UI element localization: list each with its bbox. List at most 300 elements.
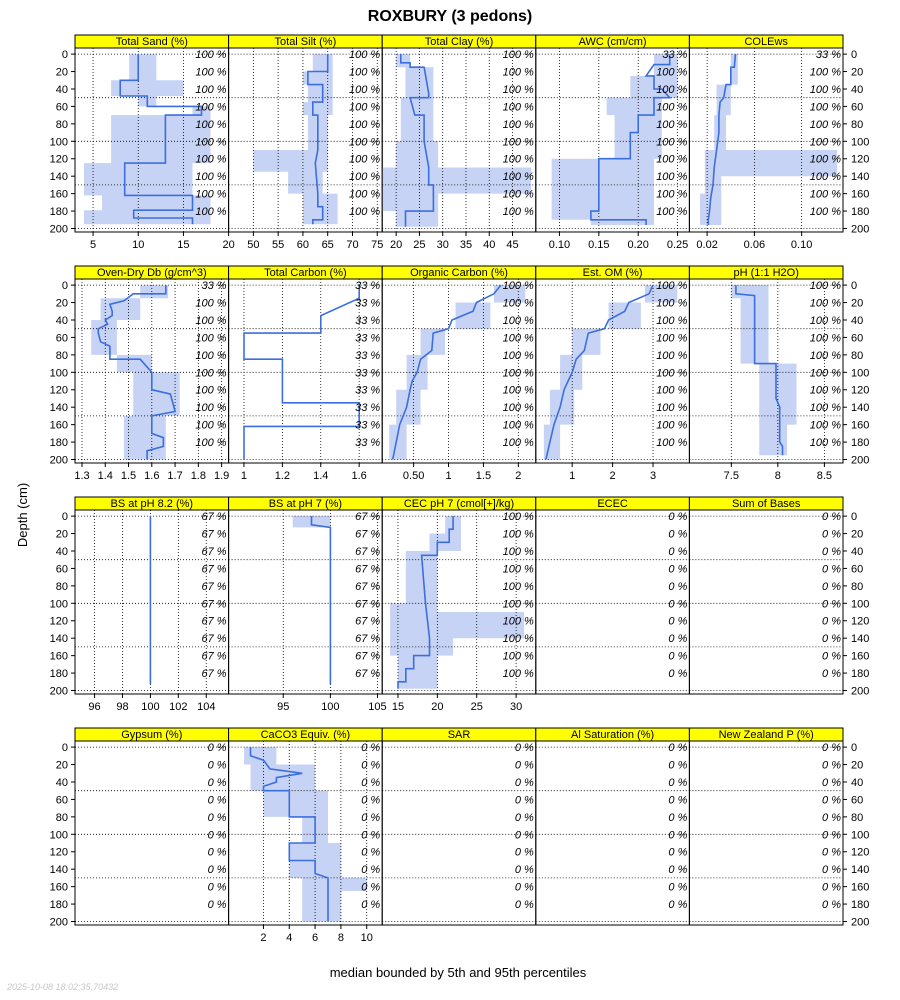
data-coverage-label: 0 % <box>514 846 534 859</box>
data-coverage-label: 100 % <box>348 206 381 219</box>
data-coverage-label: 0 % <box>668 794 688 807</box>
data-coverage-label: 100 % <box>809 118 841 131</box>
depth-tick-label-left: 180 <box>49 668 68 681</box>
depth-tick-label-left: 60 <box>55 101 68 114</box>
data-coverage-label: 0 % <box>822 864 841 877</box>
x-tick-label: 35 <box>459 239 473 251</box>
depth-tick-label-left: 120 <box>49 384 68 397</box>
data-coverage-label: 100 % <box>195 419 227 432</box>
data-coverage-label: 33 % <box>662 49 688 62</box>
data-coverage-label: 0 % <box>822 563 841 576</box>
data-coverage-label: 100 % <box>195 66 227 79</box>
data-coverage-label: 67 % <box>201 668 227 681</box>
x-tick-label: 40 <box>483 239 496 251</box>
depth-tick-label-left: 80 <box>55 118 68 131</box>
depth-tick-label-right: 200 <box>851 223 870 236</box>
data-coverage-label: 67 % <box>355 511 381 524</box>
depth-tick-label-left: 0 <box>61 742 68 755</box>
data-coverage-label: 67 % <box>201 563 227 576</box>
depth-tick-label-right: 180 <box>851 437 870 450</box>
data-coverage-label: 33 % <box>355 297 381 310</box>
x-axis-label: median bounded by 5th and 95th percentiles <box>329 965 587 980</box>
data-coverage-label: 33 % <box>355 402 381 415</box>
panel-title: Total Silt (%) <box>274 36 337 48</box>
data-coverage-label: 100 % <box>348 49 381 62</box>
panel-10 <box>75 497 229 713</box>
data-coverage-label: 67 % <box>201 511 227 524</box>
data-coverage-label: 100 % <box>195 349 227 362</box>
panel-title: CaCO3 Equiv. (%) <box>260 729 351 741</box>
data-coverage-label: 100 % <box>195 297 227 310</box>
depth-tick-label-right: 180 <box>851 668 870 681</box>
depth-tick-label-right: 0 <box>851 49 858 62</box>
data-coverage-label: 100 % <box>195 101 227 114</box>
data-coverage-label: 0 % <box>822 650 841 663</box>
panel-title: Organic Carbon (%) <box>410 267 508 279</box>
data-coverage-label: 100 % <box>809 367 841 380</box>
data-coverage-label: 0 % <box>514 742 534 755</box>
x-tick-label: 0.15 <box>588 239 610 251</box>
x-tick-label: 25 <box>413 239 426 251</box>
depth-tick-label-right: 180 <box>851 206 870 219</box>
data-coverage-label: 0 % <box>668 563 688 576</box>
depth-tick-label-left: 160 <box>49 650 68 663</box>
x-tick-label: 55 <box>272 239 285 251</box>
x-tick-label: 1.4 <box>97 470 113 482</box>
data-coverage-label: 0 % <box>668 776 688 789</box>
data-coverage-label: 100 % <box>502 580 534 593</box>
data-coverage-label: 0 % <box>668 742 688 755</box>
depth-tick-label-left: 200 <box>49 916 68 929</box>
depth-tick-label-right: 80 <box>851 118 864 131</box>
depth-tick-label-right: 180 <box>851 899 870 912</box>
panel-17 <box>382 728 536 925</box>
data-coverage-label: 67 % <box>355 580 381 593</box>
data-coverage-label: 100 % <box>195 206 227 219</box>
depth-tick-label-right: 40 <box>851 776 864 789</box>
data-coverage-label: 67 % <box>355 650 381 663</box>
depth-tick-label-left: 20 <box>55 66 68 79</box>
percentile-band <box>293 516 331 684</box>
data-coverage-label: 100 % <box>502 118 534 131</box>
data-coverage-label: 100 % <box>656 136 688 149</box>
x-tick-label: 75 <box>371 239 384 251</box>
data-coverage-label: 0 % <box>822 511 841 524</box>
panel-frame <box>382 741 536 925</box>
depth-tick-label-left: 0 <box>61 49 68 62</box>
data-coverage-label: 0 % <box>361 794 381 807</box>
data-coverage-label: 0 % <box>822 742 841 755</box>
data-coverage-label: 0 % <box>668 829 688 842</box>
depth-tick-label-right: 40 <box>851 83 864 96</box>
depth-tick-label-left: 100 <box>49 367 68 380</box>
data-coverage-label: 100 % <box>656 419 688 432</box>
depth-tick-label-right: 160 <box>851 188 870 201</box>
data-coverage-label: 100 % <box>348 188 381 201</box>
data-coverage-label: 100 % <box>348 101 381 114</box>
depth-tick-label-right: 120 <box>851 384 870 397</box>
depth-tick-label-left: 60 <box>55 332 68 345</box>
x-tick-label: 30 <box>436 239 449 251</box>
data-coverage-label: 0 % <box>668 545 688 558</box>
data-coverage-label: 0 % <box>822 899 841 912</box>
x-tick-label: 1.9 <box>213 470 230 482</box>
panel-3 <box>536 35 690 251</box>
depth-tick-label-left: 200 <box>49 685 68 698</box>
depth-tick-label-left: 180 <box>49 899 68 912</box>
data-coverage-label: 100 % <box>656 384 688 397</box>
x-tick-label: 1 <box>445 470 452 482</box>
x-tick-label: 1.2 <box>274 470 291 482</box>
depth-tick-label-right: 140 <box>851 402 870 415</box>
x-tick-label: 3 <box>649 470 657 482</box>
data-coverage-label: 100 % <box>502 206 534 219</box>
panel-title: Sum of Bases <box>731 498 801 510</box>
data-coverage-label: 0 % <box>822 545 841 558</box>
data-coverage-label: 0 % <box>361 742 381 755</box>
depth-tick-label-left: 160 <box>49 419 68 432</box>
depth-tick-label-left: 140 <box>49 633 68 646</box>
data-coverage-label: 0 % <box>668 633 688 646</box>
data-coverage-label: 0 % <box>668 864 688 877</box>
data-coverage-label: 100 % <box>809 153 841 166</box>
data-coverage-label: 100 % <box>502 650 534 663</box>
data-coverage-label: 100 % <box>502 511 534 524</box>
data-coverage-label: 100 % <box>502 332 534 345</box>
data-coverage-label: 100 % <box>809 332 841 345</box>
panel-frame <box>536 510 690 694</box>
data-coverage-label: 67 % <box>355 563 381 576</box>
panel-1 <box>229 35 384 251</box>
panel-13 <box>536 497 690 694</box>
data-coverage-label: 67 % <box>201 598 227 611</box>
data-coverage-label: 67 % <box>201 650 227 663</box>
data-coverage-label: 0 % <box>514 811 534 824</box>
panel-18 <box>536 728 690 925</box>
data-coverage-label: 100 % <box>348 153 381 166</box>
panel-12 <box>382 497 536 713</box>
data-coverage-label: 33 % <box>355 367 381 380</box>
data-coverage-label: 100 % <box>502 280 534 293</box>
data-coverage-label: 0 % <box>514 881 534 894</box>
data-coverage-label: 67 % <box>355 668 381 681</box>
data-coverage-label: 0 % <box>361 881 381 894</box>
depth-tick-label-left: 200 <box>49 454 68 467</box>
data-coverage-label: 100 % <box>809 280 841 293</box>
data-coverage-label: 0 % <box>514 759 534 772</box>
panel-grid <box>50 35 870 944</box>
x-tick-label: 1 <box>240 470 248 482</box>
data-coverage-label: 0 % <box>822 881 841 894</box>
median-line <box>312 516 331 684</box>
x-tick-label: 0.10 <box>548 239 571 251</box>
panel-title: Al Saturation (%) <box>571 729 655 741</box>
data-coverage-label: 100 % <box>195 153 227 166</box>
panel-15 <box>75 728 229 925</box>
depth-tick-label-left: 20 <box>55 759 68 772</box>
panel-title: Est. OM (%) <box>582 267 643 279</box>
data-coverage-label: 100 % <box>195 49 227 62</box>
depth-tick-label-left: 160 <box>49 188 68 201</box>
data-coverage-label: 33 % <box>355 349 381 362</box>
x-tick-label: 1.4 <box>313 470 329 482</box>
data-coverage-label: 33 % <box>355 384 381 397</box>
data-coverage-label: 100 % <box>502 101 534 114</box>
data-coverage-label: 0 % <box>361 829 381 842</box>
data-coverage-label: 100 % <box>502 83 534 96</box>
data-coverage-label: 100 % <box>809 384 841 397</box>
data-coverage-label: 0 % <box>361 846 381 859</box>
data-coverage-label: 100 % <box>656 66 688 79</box>
depth-tick-label-right: 20 <box>851 528 864 541</box>
data-coverage-label: 0 % <box>822 759 841 772</box>
data-coverage-label: 100 % <box>656 314 688 327</box>
data-coverage-label: 100 % <box>502 367 534 380</box>
data-coverage-label: 67 % <box>355 598 381 611</box>
data-coverage-label: 100 % <box>656 153 688 166</box>
data-coverage-label: 100 % <box>656 367 688 380</box>
panel-8 <box>536 266 690 482</box>
data-coverage-label: 100 % <box>809 206 841 219</box>
data-coverage-label: 100 % <box>809 437 841 450</box>
depth-tick-label-right: 160 <box>851 419 870 432</box>
panel-frame <box>75 741 229 925</box>
data-coverage-label: 100 % <box>656 206 688 219</box>
depth-tick-label-left: 80 <box>55 811 68 824</box>
data-coverage-label: 100 % <box>502 349 534 362</box>
depth-tick-label-right: 100 <box>851 829 870 842</box>
depth-tick-label-right: 140 <box>851 633 870 646</box>
data-coverage-label: 100 % <box>195 136 227 149</box>
panel-11 <box>229 497 387 713</box>
data-coverage-label: 0 % <box>207 829 227 842</box>
data-coverage-label: 0 % <box>207 899 227 912</box>
depth-tick-label-right: 140 <box>851 864 870 877</box>
depth-tick-label-right: 120 <box>851 615 870 628</box>
depth-tick-label-left: 80 <box>55 580 68 593</box>
data-coverage-label: 67 % <box>355 615 381 628</box>
data-coverage-label: 100 % <box>809 297 841 310</box>
data-coverage-label: 0 % <box>514 776 534 789</box>
data-coverage-label: 100 % <box>656 83 688 96</box>
panel-6 <box>229 266 383 482</box>
x-tick-label: 100 <box>141 701 160 713</box>
data-coverage-label: 100 % <box>195 83 227 96</box>
panel-5 <box>74 266 229 482</box>
depth-tick-label-right: 80 <box>851 349 864 362</box>
x-tick-label: 10 <box>132 239 145 251</box>
x-tick-label: 4 <box>286 932 293 944</box>
depth-tick-label-right: 20 <box>851 297 864 310</box>
data-coverage-label: 0 % <box>822 633 841 646</box>
data-coverage-label: 0 % <box>822 811 841 824</box>
x-tick-label: 5 <box>90 239 97 251</box>
data-coverage-label: 0 % <box>668 580 688 593</box>
x-tick-label: 0.20 <box>627 239 649 251</box>
data-coverage-label: 100 % <box>348 66 381 79</box>
data-coverage-label: 100 % <box>502 437 534 450</box>
data-coverage-label: 67 % <box>355 545 381 558</box>
data-coverage-label: 100 % <box>502 314 534 327</box>
data-coverage-label: 100 % <box>656 280 688 293</box>
depth-tick-label-right: 40 <box>851 545 864 558</box>
depth-tick-label-left: 20 <box>55 297 68 310</box>
panel-title: BS at pH 8.2 (%) <box>110 498 194 510</box>
x-tick-label: 45 <box>506 239 519 251</box>
data-coverage-label: 67 % <box>355 633 381 646</box>
x-tick-label: 60 <box>296 239 310 251</box>
depth-tick-label-left: 0 <box>61 511 68 524</box>
x-tick-label: 2 <box>260 932 267 944</box>
data-coverage-label: 100 % <box>809 66 841 79</box>
data-coverage-label: 0 % <box>207 811 227 824</box>
data-coverage-label: 33 % <box>355 419 381 432</box>
data-coverage-label: 0 % <box>822 615 841 628</box>
x-tick-label: 30 <box>509 701 523 713</box>
depth-tick-label-right: 160 <box>851 650 870 663</box>
data-coverage-label: 100 % <box>502 528 534 541</box>
x-tick-label: 15 <box>391 701 405 713</box>
x-tick-label: 15 <box>177 239 190 251</box>
depth-tick-label-left: 60 <box>55 563 68 576</box>
panel-frame <box>536 741 690 925</box>
panel-title: pH (1:1 H2O) <box>733 267 799 279</box>
data-coverage-label: 0 % <box>668 598 688 611</box>
x-tick-label: 104 <box>197 701 216 713</box>
x-tick-label: 95 <box>277 701 290 713</box>
data-coverage-label: 33 % <box>815 49 841 62</box>
depth-tick-label-left: 200 <box>49 223 68 236</box>
panel-title: Total Clay (%) <box>424 36 494 48</box>
x-tick-label: 50 <box>247 239 260 251</box>
data-coverage-label: 100 % <box>502 384 534 397</box>
data-coverage-label: 33 % <box>355 332 381 345</box>
x-tick-label: 2 <box>609 470 616 482</box>
data-coverage-label: 67 % <box>201 615 227 628</box>
data-coverage-label: 0 % <box>207 759 227 772</box>
depth-tick-label-right: 80 <box>851 811 864 824</box>
data-coverage-label: 67 % <box>201 633 227 646</box>
data-coverage-label: 0 % <box>361 776 381 789</box>
data-coverage-label: 0 % <box>361 811 381 824</box>
x-tick-label: 70 <box>346 239 359 251</box>
depth-tick-label-right: 60 <box>851 563 864 576</box>
panel-9 <box>689 266 843 482</box>
data-coverage-label: 0 % <box>822 528 841 541</box>
x-tick-label: 7.5 <box>723 470 739 482</box>
x-tick-label: 20 <box>222 239 235 251</box>
data-coverage-label: 100 % <box>195 402 227 415</box>
x-tick-label: 8 <box>337 932 344 944</box>
data-coverage-label: 100 % <box>195 367 227 380</box>
data-coverage-label: 100 % <box>195 118 227 131</box>
depth-tick-label-right: 40 <box>851 314 864 327</box>
depth-tick-label-right: 80 <box>851 580 864 593</box>
data-coverage-label: 100 % <box>348 136 381 149</box>
data-coverage-label: 100 % <box>809 136 841 149</box>
panel-19 <box>689 728 843 925</box>
percentile-band <box>253 54 337 224</box>
data-coverage-label: 33 % <box>355 437 381 450</box>
x-tick-label: 1.3 <box>74 470 90 482</box>
depth-tick-label-right: 100 <box>851 598 870 611</box>
depth-tick-label-left: 40 <box>55 83 68 96</box>
data-coverage-label: 0 % <box>207 776 227 789</box>
depth-tick-label-right: 120 <box>851 153 870 166</box>
depth-tick-label-right: 20 <box>851 759 864 772</box>
data-coverage-label: 67 % <box>201 528 227 541</box>
data-coverage-label: 0 % <box>668 811 688 824</box>
data-coverage-label: 100 % <box>502 66 534 79</box>
data-coverage-label: 100 % <box>809 314 841 327</box>
x-tick-label: 1.6 <box>144 470 160 482</box>
data-coverage-label: 0 % <box>514 794 534 807</box>
data-coverage-label: 100 % <box>656 437 688 450</box>
data-coverage-label: 100 % <box>656 402 688 415</box>
data-coverage-label: 100 % <box>502 545 534 558</box>
data-coverage-label: 0 % <box>207 742 227 755</box>
depth-tick-label-left: 60 <box>55 794 68 807</box>
x-tick-label: 20 <box>390 239 403 251</box>
data-coverage-label: 0 % <box>822 776 841 789</box>
depth-tick-label-right: 200 <box>851 454 870 467</box>
data-coverage-label: 100 % <box>809 101 841 114</box>
data-coverage-label: 100 % <box>502 188 534 201</box>
depth-tick-label-right: 160 <box>851 881 870 894</box>
data-coverage-label: 0 % <box>361 899 381 912</box>
x-tick-label: 8 <box>774 470 781 482</box>
x-tick-label: 102 <box>169 701 188 713</box>
data-coverage-label: 0 % <box>361 759 381 772</box>
x-tick-label: 0.25 <box>666 239 689 251</box>
data-coverage-label: 100 % <box>502 171 534 184</box>
data-coverage-label: 100 % <box>502 49 534 62</box>
data-coverage-label: 67 % <box>201 545 227 558</box>
x-tick-label: 20 <box>431 701 444 713</box>
data-coverage-label: 0 % <box>668 846 688 859</box>
data-coverage-label: 100 % <box>809 171 841 184</box>
panel-16 <box>229 728 383 944</box>
panel-2 <box>382 35 536 251</box>
panel-4 <box>689 35 843 251</box>
panel-title: Total Carbon (%) <box>264 267 347 279</box>
x-tick-label: 2 <box>515 470 522 482</box>
panel-0 <box>75 35 235 251</box>
data-coverage-label: 100 % <box>656 332 688 345</box>
data-coverage-label: 100 % <box>502 419 534 432</box>
x-tick-label: 0.02 <box>696 239 718 251</box>
depth-tick-label-left: 100 <box>49 136 68 149</box>
panel-title: Oven-Dry Db (g/cm^3) <box>96 267 207 279</box>
data-coverage-label: 100 % <box>809 419 841 432</box>
data-coverage-label: 100 % <box>502 402 534 415</box>
depth-tick-label-left: 80 <box>55 349 68 362</box>
depth-tick-label-left: 40 <box>55 314 68 327</box>
data-coverage-label: 0 % <box>822 668 841 681</box>
data-coverage-label: 0 % <box>207 794 227 807</box>
data-coverage-label: 100 % <box>502 153 534 166</box>
data-coverage-label: 0 % <box>822 829 841 842</box>
depth-tick-label-left: 140 <box>49 402 68 415</box>
depth-tick-label-left: 140 <box>49 864 68 877</box>
depth-tick-label-right: 0 <box>851 511 858 524</box>
panel-title: Gypsum (%) <box>121 729 183 741</box>
data-coverage-label: 100 % <box>348 118 381 131</box>
panel-frame <box>689 510 843 694</box>
percentile-band <box>731 285 796 455</box>
data-coverage-label: 67 % <box>201 580 227 593</box>
x-tick-label: 1.8 <box>190 470 206 482</box>
